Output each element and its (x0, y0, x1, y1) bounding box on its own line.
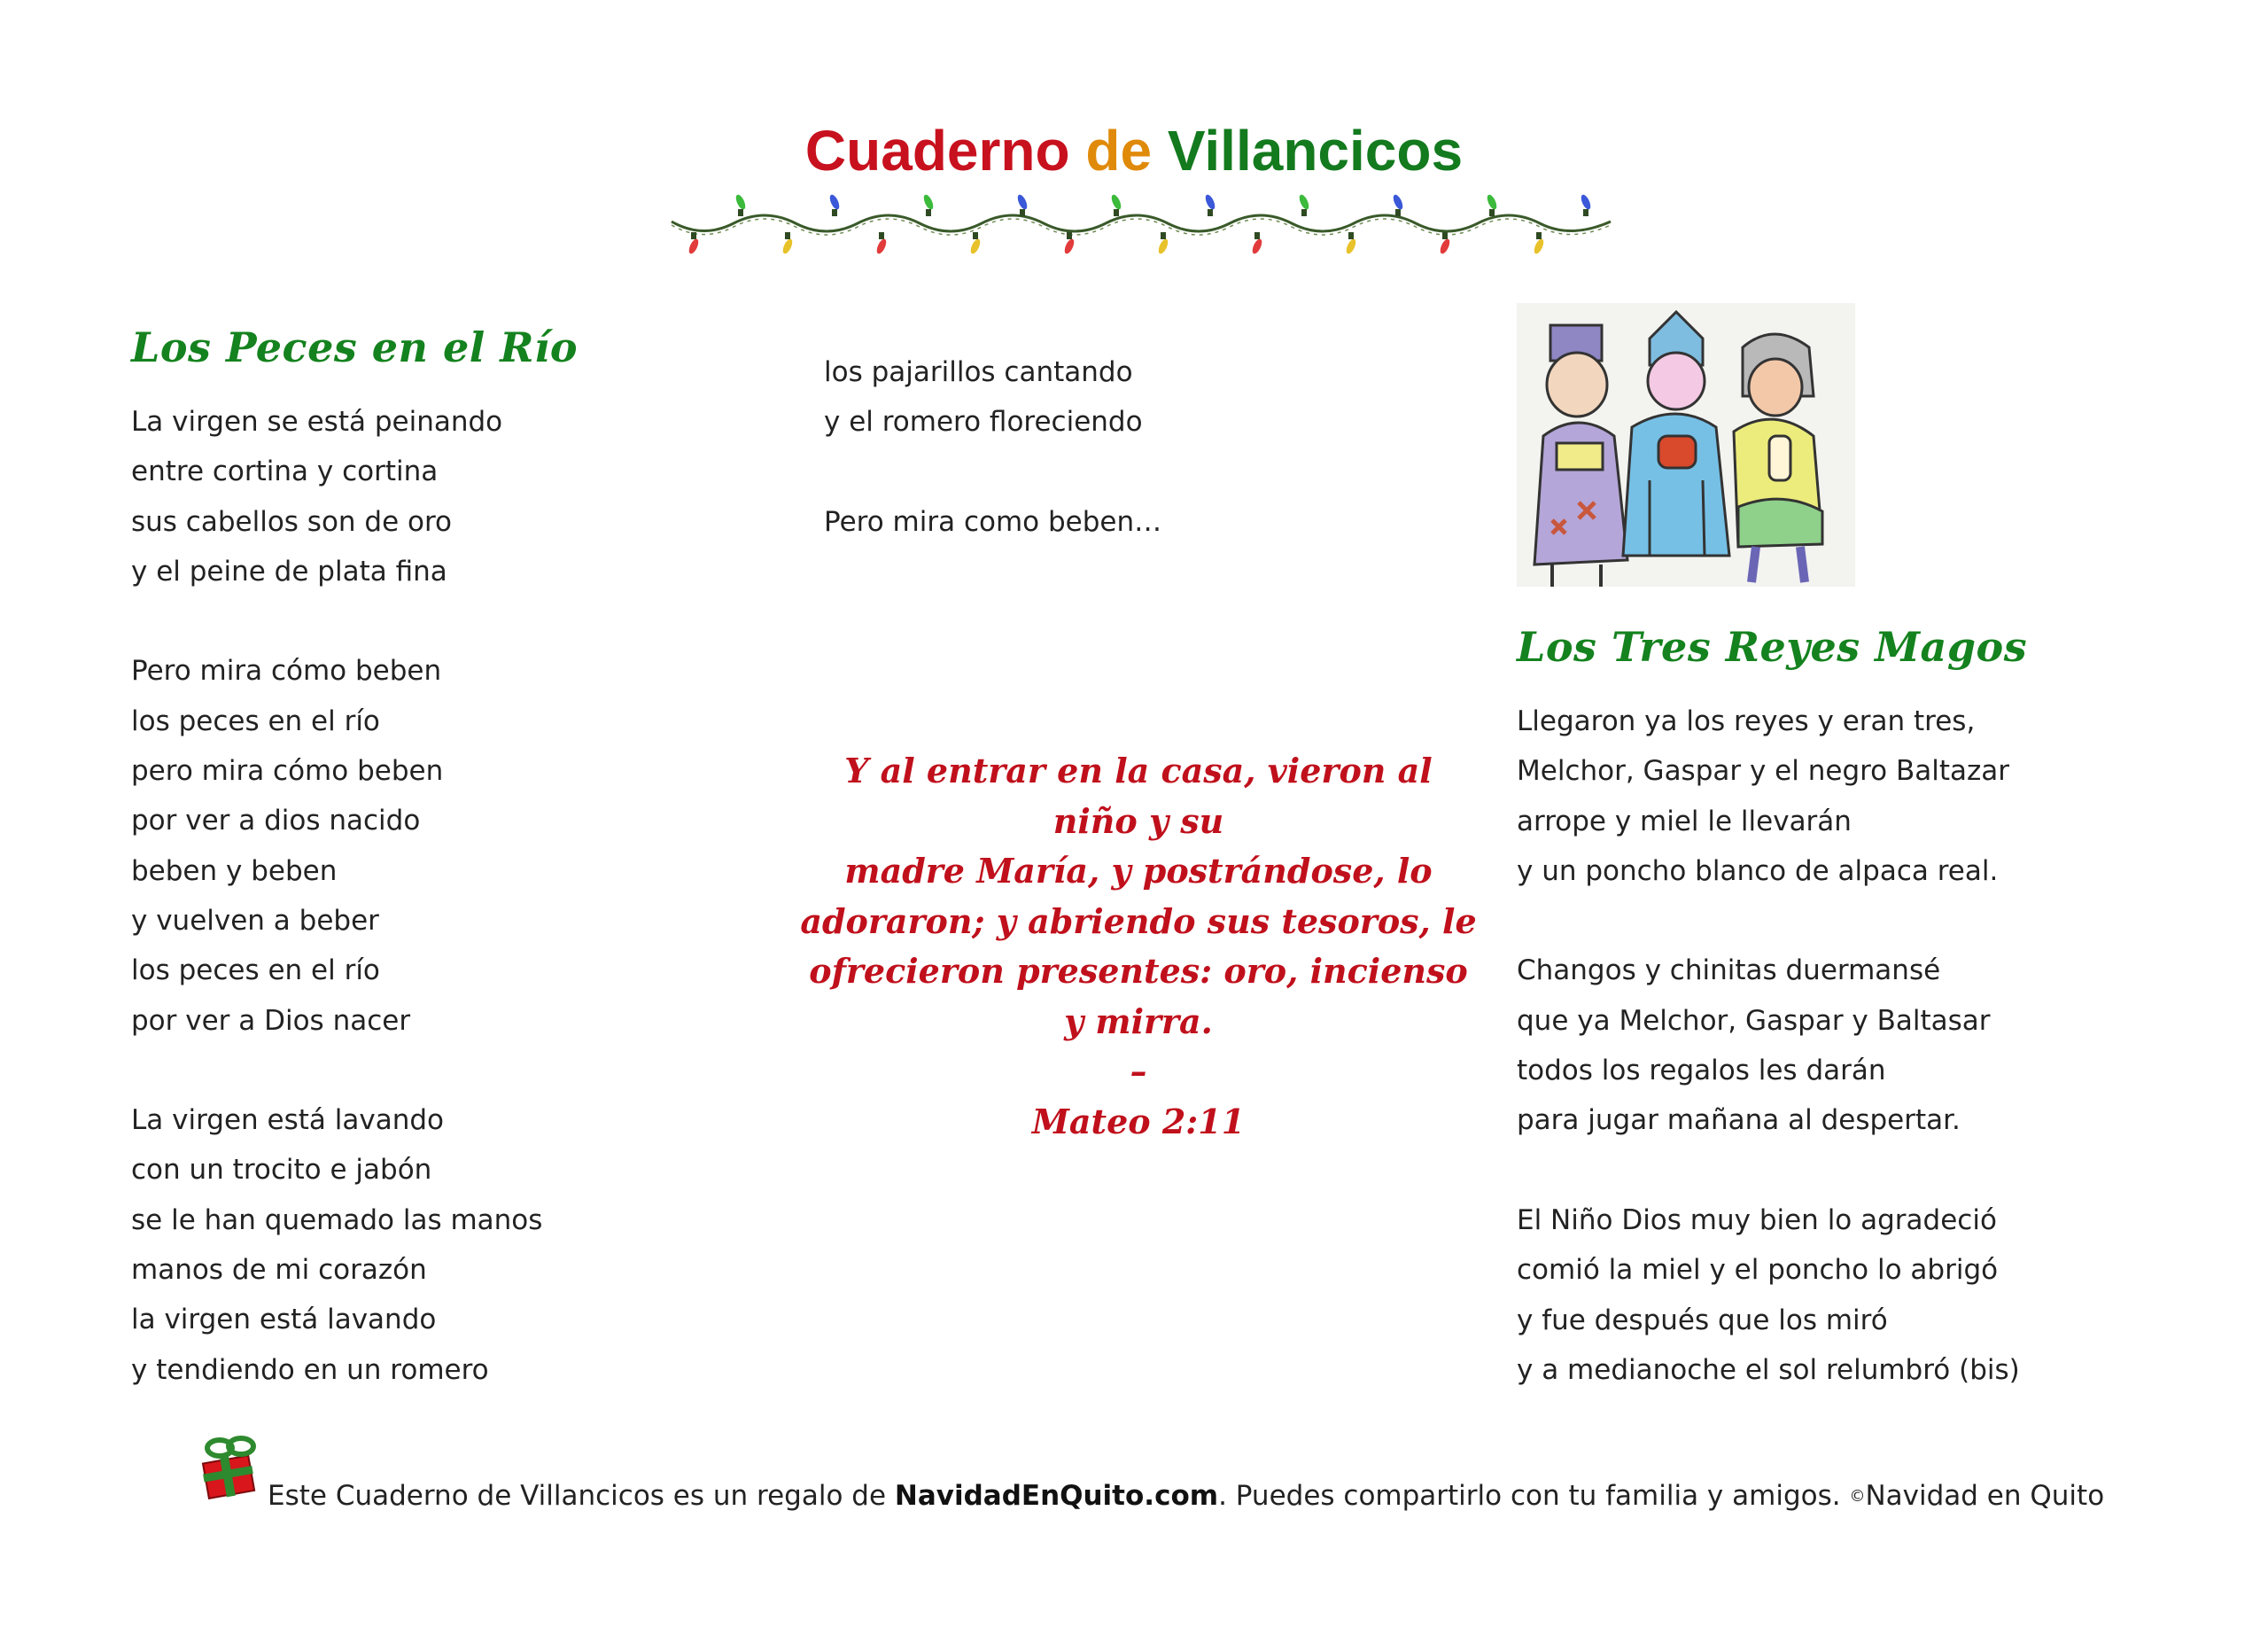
lyric-line: para jugar mañana al despertar. (1517, 1104, 1961, 1137)
title-word-villancicos: Villancicos (1167, 119, 1464, 183)
lyric-line: la virgen está lavando (131, 1304, 437, 1336)
lyric-line: todos los regalos les darán (1517, 1055, 1886, 1087)
lyric-line: por ver a dios nacido (131, 805, 421, 837)
gift-icon (200, 1436, 264, 1499)
light-bulb-icon (1298, 193, 1311, 211)
light-socket-icon (973, 232, 978, 239)
light-bulb-icon (875, 237, 889, 255)
song-title-tres-reyes: Los Tres Reyes Magos (1517, 623, 2028, 671)
lyric-line (131, 596, 542, 646)
light-bulb-icon (1392, 193, 1405, 211)
light-socket-icon (1067, 232, 1072, 239)
lyric-line: La virgen se está peinando (131, 406, 503, 438)
light-socket-icon (926, 209, 931, 216)
title-word-de: de (1085, 119, 1153, 183)
footer-text-before: Este Cuaderno de Villancicos es un regalo de (268, 1480, 895, 1512)
lyric-line: arrope y miel le llevarán (1517, 805, 1852, 837)
lyric-line: y a medianoche el sol relumbró (bis) (1517, 1353, 2020, 1386)
lyric-line: comió la miel y el poncho lo abrigó (1517, 1254, 1999, 1287)
three-kings-illustration (1517, 303, 1855, 587)
quote-line: Y al entrar en la casa, vieron al niño y su (844, 751, 1433, 841)
light-socket-icon (1114, 209, 1119, 216)
lyric-line: y el peine de plata fina (131, 555, 447, 588)
lyric-line: los peces en el río (131, 954, 380, 987)
copyright-symbol: © (1849, 1487, 1866, 1506)
light-bulb-icon (781, 237, 795, 255)
light-socket-icon (1208, 209, 1213, 216)
song-lyrics-tres-reyes (1517, 697, 2020, 1395)
light-bulb-icon (969, 237, 983, 255)
light-socket-icon (1348, 232, 1354, 239)
lyric-line: beben y beben (131, 854, 338, 887)
lyric-line: que ya Melchor, Gaspar y Baltasar (1517, 1004, 1991, 1037)
light-bulb-icon (1439, 237, 1452, 255)
lyric-line: con un trocito e jabón (131, 1154, 432, 1187)
lyric-line: El Niño Dios muy bien lo agradeció (1517, 1203, 1997, 1236)
lyric-line: los peces en el río (131, 705, 380, 737)
lyric-line: y un poncho blanco de alpaca real. (1517, 854, 1999, 887)
page-title (0, 115, 2268, 186)
lyric-line: se le han quemado las manos (131, 1203, 543, 1236)
lyric-line: entre cortina y cortina (131, 455, 439, 488)
light-bulb-icon (1345, 237, 1358, 255)
light-socket-icon (879, 232, 884, 239)
light-socket-icon (1161, 232, 1166, 239)
light-socket-icon (691, 232, 696, 239)
lyric-line: Pero mira cómo beben (131, 655, 442, 688)
light-bulb-icon (1110, 193, 1123, 211)
lyric-line: Llegaron ya los reyes y eran tres, (1517, 705, 1976, 737)
lyric-line: los pajarillos cantando (824, 356, 1133, 388)
christmas-lights-icon (663, 186, 1619, 266)
light-socket-icon (1442, 232, 1448, 239)
lyric-line (1517, 1146, 2020, 1195)
song-lyrics-peces (131, 397, 542, 1395)
light-bulb-icon (1204, 193, 1217, 211)
quote-dash: – (1130, 1051, 1147, 1091)
footer-credit (268, 1478, 2104, 1514)
lyric-line: La virgen está lavando (131, 1104, 445, 1137)
site-link[interactable]: NavidadEnQuito.com (894, 1480, 1219, 1512)
light-socket-icon (1583, 209, 1588, 216)
light-socket-icon (1395, 209, 1401, 216)
lyric-line: y tendiendo en un romero (131, 1353, 489, 1386)
light-bulb-icon (1580, 193, 1593, 211)
light-bulb-icon (828, 193, 842, 211)
light-socket-icon (1301, 209, 1307, 216)
lyric-line: por ver a Dios nacer (131, 1004, 411, 1037)
song-title-peces: Los Peces en el Río (131, 323, 579, 371)
light-bulb-icon (1533, 237, 1546, 255)
light-bulb-icon (922, 193, 936, 211)
light-socket-icon (738, 209, 743, 216)
bible-quote (797, 746, 1480, 1147)
light-bulb-icon (1016, 193, 1029, 211)
light-socket-icon (785, 232, 790, 239)
lyric-line: Melchor, Gaspar y el negro Baltazar (1517, 755, 2010, 788)
song-lyrics-peces-continued (824, 347, 1161, 547)
lyric-line: y el romero floreciendo (824, 406, 1143, 439)
lyric-line (131, 1046, 542, 1095)
lyric-line: y vuelven a beber (131, 904, 379, 937)
light-socket-icon (1489, 209, 1495, 216)
light-bulb-icon (734, 193, 748, 211)
light-bulb-icon (1251, 237, 1264, 255)
title-word-cuaderno: Cuaderno (804, 119, 1070, 183)
footer-text-after: . Puedes compartirlo con tu familia y amigos. (1218, 1480, 1850, 1512)
light-socket-icon (1020, 209, 1025, 216)
light-socket-icon (1536, 232, 1542, 239)
light-bulb-icon (1486, 193, 1499, 211)
quote-line: madre María, y postrándose, lo (844, 851, 1433, 891)
quote-line: adoraron; y abriendo sus tesoros, le (800, 900, 1477, 941)
light-bulb-icon (687, 237, 701, 255)
lyric-line: Changos y chinitas duermansé (1517, 954, 1941, 987)
light-socket-icon (1254, 232, 1260, 239)
lyric-line (1517, 896, 2020, 946)
footer-owner: Navidad en Quito (1865, 1480, 2105, 1512)
lyric-line: Pero mira como beben… (824, 505, 1162, 538)
lyric-line: y fue después que los miró (1517, 1304, 1888, 1336)
quote-reference: Mateo 2:11 (1031, 1101, 1246, 1141)
light-bulb-icon (1063, 237, 1076, 255)
lyric-line: manos de mi corazón (131, 1254, 427, 1287)
light-socket-icon (832, 209, 837, 216)
lyric-line: sus cabellos son de oro (131, 505, 453, 538)
lyric-line: pero mira cómo beben (131, 755, 444, 788)
light-bulb-icon (1157, 237, 1170, 255)
quote-line: ofrecieron presentes: oro, incienso y mirra. (809, 951, 1468, 1041)
lyric-line (824, 448, 1161, 497)
